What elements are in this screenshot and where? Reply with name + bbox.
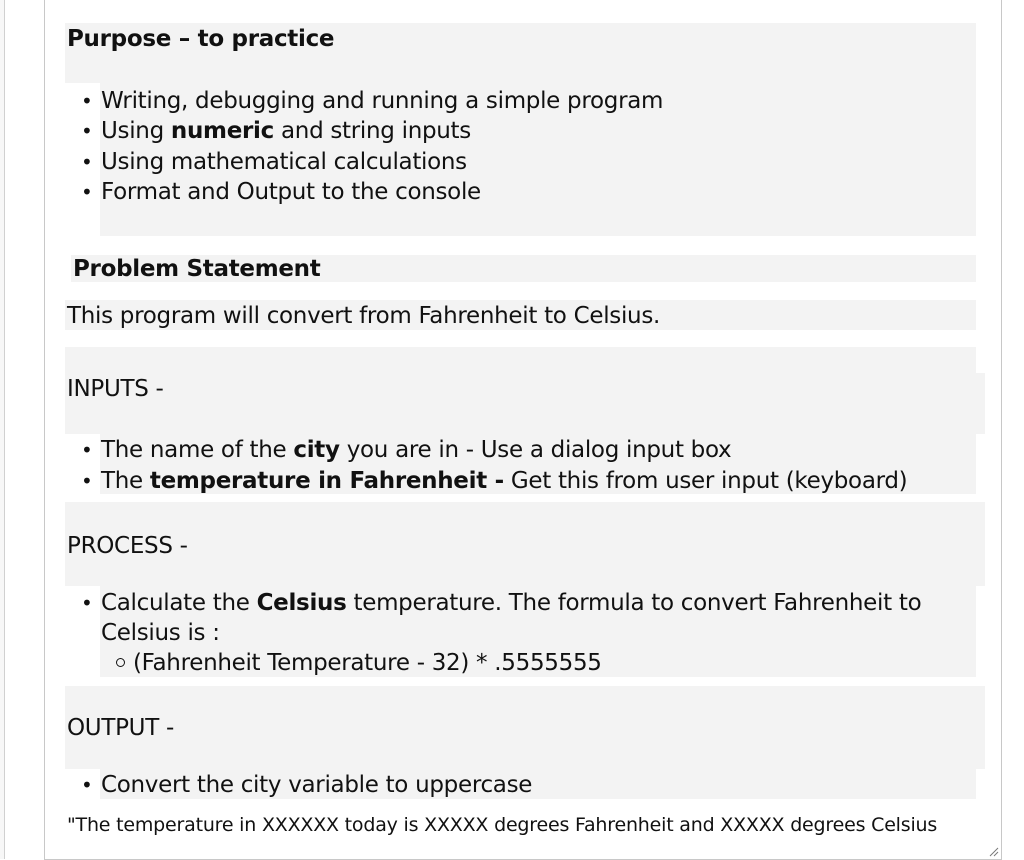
output-heading: OUTPUT - [67,715,174,741]
circle-bullet-icon [116,658,125,667]
inputs-item-city: The name of the city you are in - Use a dialog input box [101,437,732,463]
process-item-celsius-line2: Celsius is : [101,620,220,646]
purpose-item-1: Writing, debugging and running a simple program [101,88,664,114]
bullet-icon: • [81,119,93,143]
left-rail [0,0,5,859]
bullet-icon: • [81,591,93,615]
purpose-item-4: Format and Output to the console [101,179,481,205]
purpose-item-3: Using mathematical calculations [101,149,467,175]
bullet-icon: • [81,469,93,493]
problem-text: This program will convert from Fahrenheit to Celsius. [67,303,661,329]
inputs-heading: INPUTS - [67,376,164,402]
bullet-icon: • [81,89,93,113]
bullet-icon: • [81,150,93,174]
process-formula: (Fahrenheit Temperature - 32) * .5555555 [133,650,602,676]
process-item-celsius: Calculate the Celsius temperature. The formula to convert Fahrenheit to [101,590,922,616]
problem-heading: Problem Statement [73,256,321,282]
resize-handle-icon[interactable] [987,845,999,857]
purpose-heading: Purpose – to practice [67,26,335,52]
bullet-icon: • [81,773,93,797]
inputs-heading-block-2 [65,373,985,434]
inputs-heading-block [65,347,976,373]
output-heading-block [65,686,985,769]
process-heading: PROCESS - [67,533,188,559]
document-content[interactable] [44,0,1002,860]
bullet-icon: • [81,180,93,204]
bullet-icon: • [81,438,93,462]
process-heading-block [65,502,985,586]
output-sample-text: "The temperature in XXXXXX today is XXXXX degrees Fahrenheit and XXXXX degrees Celsius [67,814,938,836]
purpose-item-2: Using numeric and string inputs [101,118,471,144]
output-item-uppercase: Convert the city variable to uppercase [101,772,533,798]
inputs-item-temperature: The temperature in Fahrenheit - Get this from user input (keyboard) [101,468,908,494]
